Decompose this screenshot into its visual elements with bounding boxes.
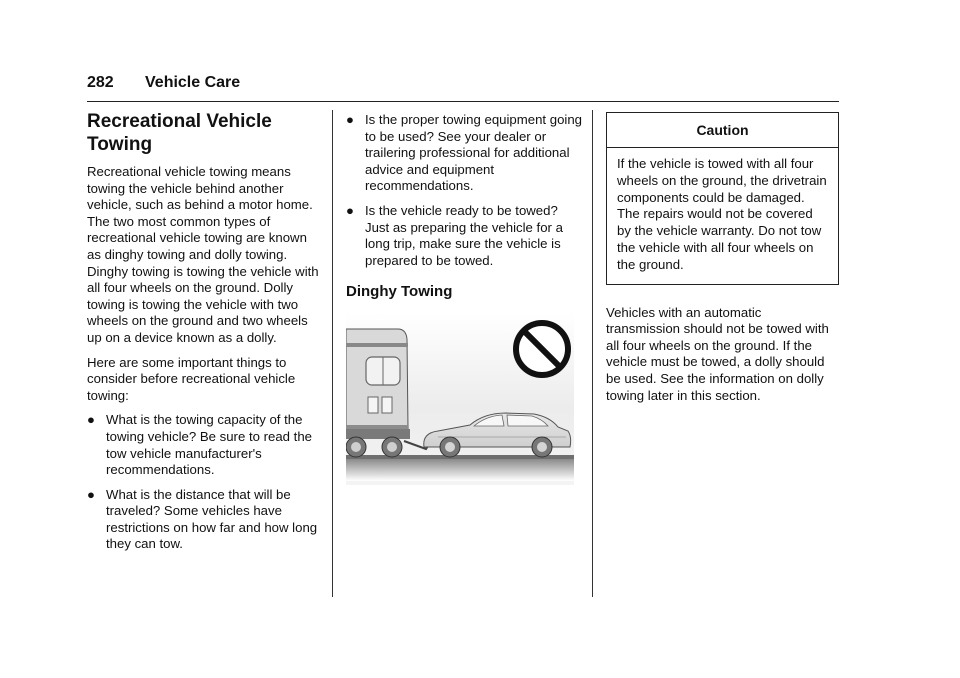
bullet-item (87, 412, 319, 478)
bullet-icon: ● (346, 112, 354, 127)
bullet-text: What is the distance that will be traveled? Some vehicles have restrictions on how far and how long they can tow. (106, 486, 318, 552)
bullet-text: Is the vehicle ready to be towed? Just as preparing the vehicle for a long trip, make sure the vehicle is prepared to be towed. (365, 202, 563, 268)
section-title: Vehicle Care (145, 74, 241, 91)
dinghy-towing-illustration (346, 313, 574, 485)
automatic-transmission-paragraph: Vehicles with an automatic transmission should not be towed with all four wheels on the ground. If the vehicle must be towed, a dolly should be used. See the information on dolly towing later in this section. (606, 304, 829, 403)
bullet-icon: ● (87, 486, 95, 502)
dinghy-towing-heading: Dinghy Towing (346, 283, 453, 301)
caution-box (606, 112, 839, 285)
column-divider-2 (592, 110, 593, 597)
column-1 (87, 110, 319, 561)
bullet-item (346, 203, 582, 269)
page-header (87, 72, 839, 102)
prohibition-icon (516, 323, 568, 375)
bullet-text: What is the towing capacity of the towing vehicle? Be sure to read the tow vehicle manufacturer's recommendations. (106, 412, 312, 478)
caution-text: If the vehicle is towed with all four wheels on the ground, the drivetrain components could be damaged. The repairs would not be covered by the vehicle warranty. Do not tow the vehicle with all four wheels on the ground. (617, 156, 827, 272)
column-3 (606, 112, 839, 412)
bullet-item (346, 112, 582, 195)
bullet-icon: ● (87, 412, 95, 428)
main-heading: Recreational Vehicle Towing (87, 111, 272, 155)
column-divider-1 (332, 110, 333, 597)
bullet-icon: ● (346, 202, 354, 218)
column-2 (346, 112, 582, 485)
caution-title: Caution (607, 113, 838, 148)
page-number: 282 (87, 74, 114, 91)
bullet-item (87, 487, 319, 553)
lead-in-paragraph: Here are some important things to consider before recreational vehicle towing: (87, 354, 296, 403)
intro-paragraph: Recreational vehicle towing means towing the vehicle behind another vehicle, such as behind a motor home. The two most common types of recreational vehicle towing are known as dinghy towing and dolly towing. Dinghy towing is towing the vehicle with all four wheels on the ground. Dolly towing is towing the vehicle with two wheels on the ground and two wheels up on a device known as a dolly. (87, 164, 319, 345)
bullet-text: Is the proper towing equipment going to be used? See your dealer or trailering professional for additional advice and equipment recommendations. (365, 112, 583, 194)
